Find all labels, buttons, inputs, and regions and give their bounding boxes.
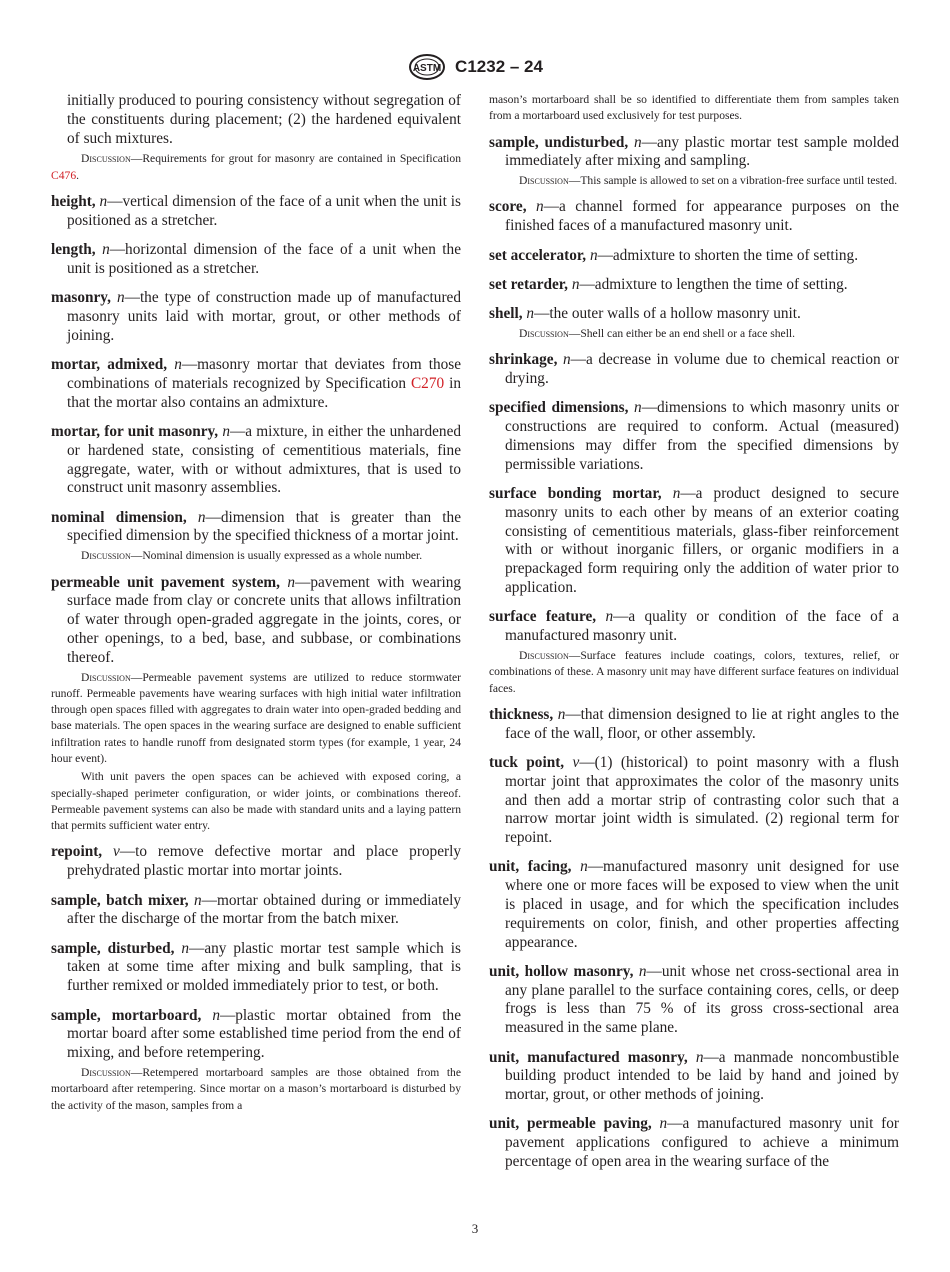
logo-text: ASTM [412,63,442,74]
entry-length: length, n—horizontal dimension of the face of a unit when the unit is positioned as a stretcher. [51,241,461,277]
entry-nominal-dimension: nominal dimension, n—dimension that is greater than the specified dimension by the specified thickness of a mortar joint. [51,508,462,545]
grout-definition-continued: initially produced to pouring consistency without segregation of the constituents during placement; (2) the hardened equivalent of such mixtures. [67,92,461,147]
designation: C1232 – 24 [455,57,543,76]
nominal-discussion: Discussion—Nominal dimension is usually expressed as a whole number. [81,549,423,563]
entry-unit-manufactured-masonry: unit, manufactured masonry, n—a manmade noncombustible building product intended to be laid by hand and joined by mortar, grout, or other methods of joining. [489,1048,899,1104]
entry-repoint: repoint, v—to remove defective mortar and place properly prehydrated plastic mortar into mortar joints. [51,843,461,880]
grout-discussion: Discussion—Requirements for grout for masonry are contained in Specification C476. [51,152,461,182]
link-c270[interactable]: C270 [410,374,445,392]
mortarboard-discussion: Discussion—Retempered mortarboard samples are those obtained from the mortarboard after retempering. Since mortar on a mason’s mortarboard is disturbed by the activity of the mason, samples from a [51,1065,461,1112]
page-number: 3 [471,1221,479,1236]
entry-mortar-admixed: mortar, admixed, n—masonry mortar that deviates from those combinations of materials recognized by Specification C270 in that the mortar also contains an admixture. [51,356,462,411]
surface-feature-discussion: Discussion—Surface features include coatings, colors, textures, relief, or combinations of these. A masonry unit may have different surface features on individual faces. [489,648,899,695]
entry-shrinkage: shrinkage, n—a decrease in volume due to chemical reaction or drying. [489,351,899,388]
astm-logo-icon [407,52,447,82]
entry-surface-bonding-mortar: surface bonding mortar, n—a product designed to secure masonry units to each other by means of an exterior coating consisting of cementitious materials, glass-fiber reinforcement with or without inorganic fillers, or organic modifiers in a prepackaged form requiring only the addition of water prior to application. [489,485,900,597]
entry-thickness: thickness, n—that dimension designed to lie at right angles to the face of the wall, floor, or other assembly. [489,705,900,742]
entry-permeable-unit-pavement: permeable unit pavement system, n—pavement with wearing surface made from clay or concrete units that allows infiltration of water through open-graded aggregate in the joints, cores, or other openings, to a bed, base, and subbase, or combinations thereof. [51,573,461,666]
entry-sample-batch-mixer: sample, batch mixer, n—mortar obtained during or immediately after the discharge of the mortar from the batch mixer. [51,891,462,928]
entry-sample-undisturbed: sample, undisturbed, n—any plastic mortar test sample molded immediately after mixing and sampling. [489,133,899,170]
entry-set-retarder: set retarder, n—admixture to lengthen the time of setting. [489,275,848,293]
entry-height: height, n—vertical dimension of the face of a unit when the unit is positioned as a stretcher. [51,192,461,229]
mortarboard-discussion-continued: mason’s mortarboard shall be so identified to differentiate them from samples taken from a mortarboard used exclusively for test purposes. [489,93,899,123]
entry-score: score, n—a channel formed for appearance purposes on the finished faces of a manufactured masonry unit. [489,198,899,235]
entry-sample-mortarboard: sample, mortarboard, n—plastic mortar obtained from the mortar board after some established time period from the end of mixing, and before retempering. [51,1006,461,1062]
entry-tuck-point: tuck point, v—(1) (historical) to point masonry with a flush mortar joint that approximates the color of the masonry units and then add a mortar strip of contrasting color such that a narrow mortar joint width is simulated. (2) regional term for repoint. [489,753,899,847]
entry-sample-disturbed: sample, disturbed, n—any plastic mortar test sample which is taken at some time after mixing and bulk sampling, that is further remixed or molded immediately prior to test, or both. [51,939,461,995]
entry-surface-feature: surface feature, n—a quality or condition of the face of a manufactured masonry unit. [489,608,900,645]
discussion-label: Discussion [81,152,131,166]
entry-unit-permeable-paving: unit, permeable paving, n—a manufactured masonry unit for pavement applications configured to achieve a minimum percentage of open area in the wearing surface of the [489,1115,900,1171]
left-column [51,92,461,1123]
entry-unit-facing: unit, facing, n—manufactured masonry unit designed for use where one or more faces will be exposed to view when the unit is placed in usage, and for which the specification includes requirements on color, finish, and other properties affecting appearance. [489,858,899,951]
link-c476[interactable]: C476 [51,168,77,182]
permeable-discussion-2: With unit pavers the open spaces can be achieved with exposed coring, a specially-shaped perimeter configuration, or wider joints, or combinations thereof. Permeable pavement systems can also be made with standard units and a laying pattern that permits sufficient water entry. [51,770,461,833]
undisturbed-discussion: Discussion—This sample is allowed to set on a vibration-free surface until tested. [519,174,898,188]
entry-mortar-unit-masonry: mortar, for unit masonry, n—a mixture, in either the unhardened or hardened state, consisting of cementitious materials, fine aggregate, water, with or without admixtures, that is used to construct unit masonry assemblies. [51,422,462,497]
entry-shell: shell, n—the outer walls of a hollow masonry unit. [489,305,801,323]
entry-specified-dimensions: specified dimensions, n—dimensions to which masonry units or constructions are required to conform. Actual (measured) dimensions may differ from the specified dimensions by permissible variations. [489,399,900,473]
entry-masonry: masonry, n—the type of construction made up of manufactured masonry units laid with mortar, grout, or other methods of joining. [51,289,461,344]
permeable-discussion: Discussion—Permeable pavement systems are utilized to reduce stormwater runoff. Permeable pavements have wearing surfaces with high initial water infiltration through open spaces filled with aggregates to drain water into open-graded bedding and base materials. The open spaces in the wearing surface are designed to enable sufficient infiltration rates to handle runoff from designated storm types (for example, 1 year, 24 hour event). [51,670,461,765]
entry-unit-hollow-masonry: unit, hollow masonry, n—unit whose net cross-sectional area in any plane parallel to the surface containing cores, cells, or deep frogs is less than 75 % of its gross cross-sectional area measured in the same plane. [489,962,899,1037]
shell-discussion: Discussion—Shell can either be an end shell or a face shell. [519,326,796,340]
right-column [489,92,899,1182]
page-header [0,52,950,82]
entry-set-accelerator: set accelerator, n—admixture to shorten the time of setting. [489,246,859,264]
